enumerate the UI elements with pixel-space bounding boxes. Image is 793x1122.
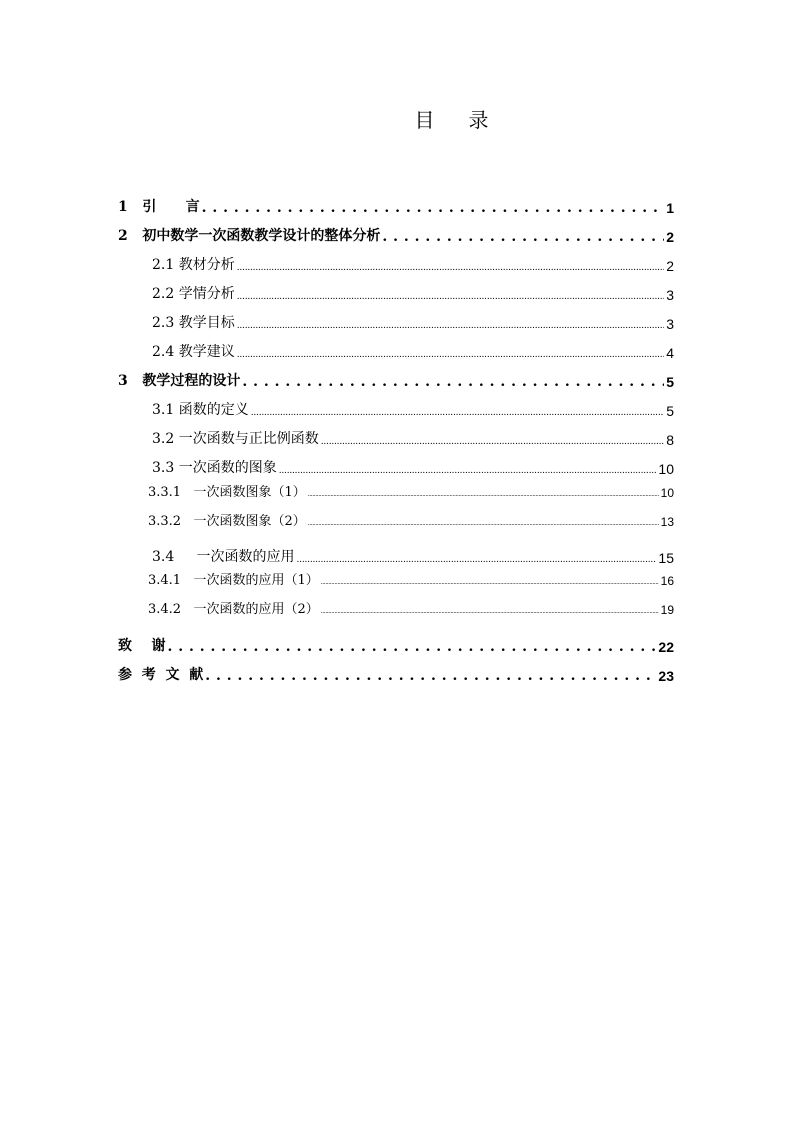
toc-title-char-1: 目 xyxy=(414,108,435,132)
toc-entry-label: 2.4 教学建议 xyxy=(152,344,235,360)
toc-entry-page: 1 xyxy=(666,200,674,216)
toc-entry-page: 2 xyxy=(666,258,674,274)
toc-entry-label: 致 谢 xyxy=(118,638,166,654)
toc-entry-page: 19 xyxy=(660,603,674,617)
toc-leader xyxy=(321,432,664,448)
toc-entry-label: 2 初中数学一次函数教学设计的整体分析 xyxy=(118,228,381,244)
toc-entry-label: 3.4 一次函数的应用 xyxy=(152,549,295,565)
toc-entry-page: 3 xyxy=(666,316,674,332)
toc-entry-page: 22 xyxy=(658,639,674,655)
toc-entry-label: 3.3 一次函数的图象 xyxy=(152,460,277,476)
toc-entry-page: 5 xyxy=(666,374,674,390)
toc-entry-page: 23 xyxy=(658,668,674,684)
toc-entry-2-3[interactable] xyxy=(118,312,674,332)
toc-leader xyxy=(242,374,664,390)
toc-leader xyxy=(202,200,665,216)
toc-leader xyxy=(297,550,657,566)
toc-leader xyxy=(308,485,659,500)
toc-entry-label: 3.4.1 一次函数的应用（1） xyxy=(148,573,319,588)
toc-entry-2-2[interactable] xyxy=(118,283,674,303)
toc-entry-label: 3.4.2 一次函数的应用（2） xyxy=(148,602,319,617)
toc-entry-3-4-1[interactable] xyxy=(118,569,674,588)
toc-leader xyxy=(321,573,659,588)
toc-entry-page: 10 xyxy=(658,461,674,477)
toc-entry-3-3[interactable] xyxy=(118,457,674,477)
toc-leader xyxy=(168,639,657,655)
toc-entry-3-1[interactable] xyxy=(118,399,674,419)
toc-title xyxy=(0,104,793,133)
toc-entry-3-2[interactable] xyxy=(118,428,674,448)
toc-entry-acknowledgements[interactable] xyxy=(118,635,674,655)
toc-entry-label: 2.1 教材分析 xyxy=(152,257,235,273)
toc-entry-2-1[interactable] xyxy=(118,254,674,274)
toc-leader xyxy=(237,258,664,274)
toc-entry-3-3-2[interactable] xyxy=(118,510,674,529)
toc-leader xyxy=(382,229,664,245)
toc-leader xyxy=(237,287,664,303)
toc-leader xyxy=(251,403,664,419)
toc-entry-label: 参 考 文 献 xyxy=(118,667,204,683)
toc-leader xyxy=(237,316,664,332)
toc-leader xyxy=(205,668,656,684)
toc-entry-chapter-3[interactable] xyxy=(118,370,674,390)
toc-entry-label: 3 教学过程的设计 xyxy=(118,373,241,389)
toc-entry-page: 16 xyxy=(660,574,674,588)
toc-leader xyxy=(237,345,664,361)
toc-entry-page: 4 xyxy=(666,345,674,361)
toc-entry-label: 2.3 教学目标 xyxy=(152,315,235,331)
toc-entry-label: 3.1 函数的定义 xyxy=(152,402,249,418)
toc-leader xyxy=(321,602,659,617)
toc-entry-label: 1 引 言 xyxy=(118,199,200,215)
toc-entry-label: 3.2 一次函数与正比例函数 xyxy=(152,431,319,447)
toc-entry-2-4[interactable] xyxy=(118,341,674,361)
toc-entry-references[interactable] xyxy=(118,664,674,684)
toc-entry-page: 15 xyxy=(658,550,674,566)
toc-entry-chapter-2[interactable] xyxy=(118,225,674,245)
toc-entry-intro[interactable] xyxy=(118,196,674,216)
toc-entry-3-3-1[interactable] xyxy=(118,481,674,500)
toc-entry-3-4-2[interactable] xyxy=(118,598,674,617)
toc-entry-page: 10 xyxy=(660,486,674,500)
toc-leader xyxy=(308,514,659,529)
toc-entry-page: 2 xyxy=(666,229,674,245)
toc-entry-label: 2.2 学情分析 xyxy=(152,286,235,302)
toc-entry-page: 8 xyxy=(666,432,674,448)
toc-title-char-2: 录 xyxy=(468,108,489,132)
toc-entry-label: 3.3.2 一次函数图象（2） xyxy=(148,514,306,529)
toc-entry-page: 13 xyxy=(660,515,674,529)
toc-entry-page: 3 xyxy=(666,287,674,303)
toc-leader xyxy=(279,461,657,477)
toc-entry-3-4[interactable] xyxy=(118,546,674,566)
toc-entry-label: 3.3.1 一次函数图象（1） xyxy=(148,485,306,500)
toc-entry-page: 5 xyxy=(666,403,674,419)
